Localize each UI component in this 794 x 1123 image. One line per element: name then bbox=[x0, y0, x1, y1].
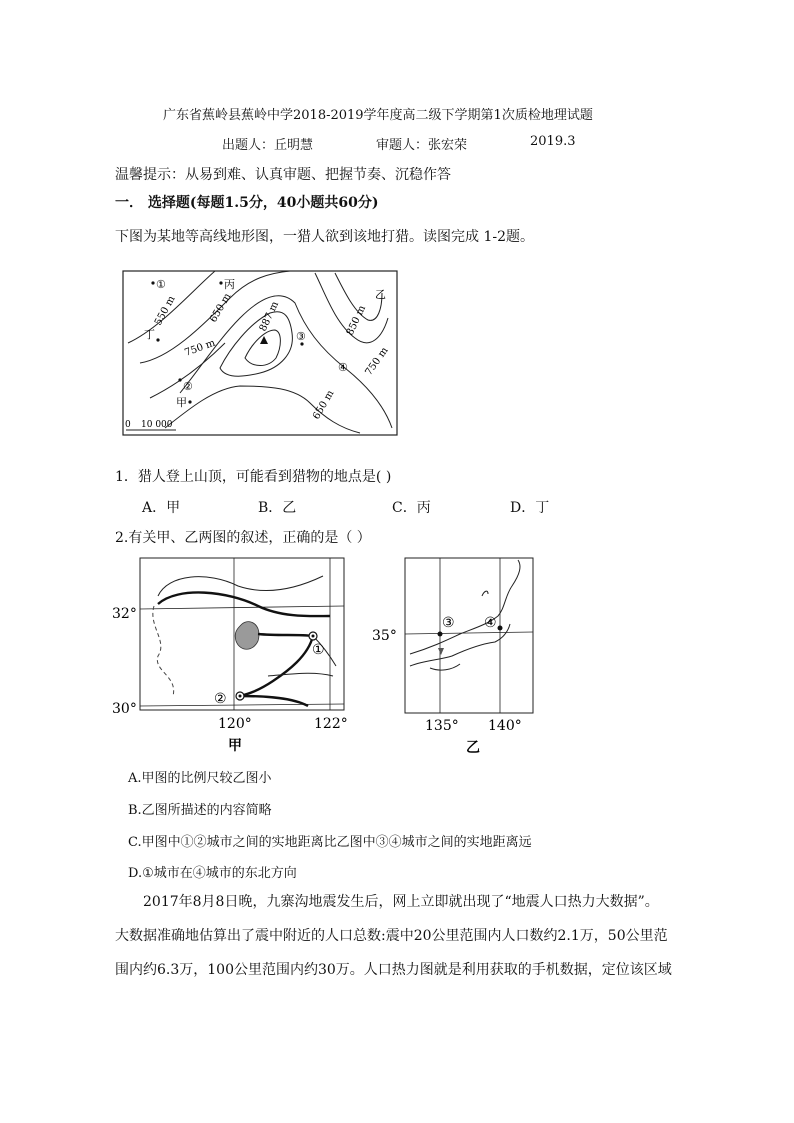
q2-option-a: A.甲图的比例尺较乙图小 bbox=[128, 771, 272, 786]
map-label: 丁 bbox=[144, 328, 155, 341]
map-caption: 甲 bbox=[228, 738, 242, 754]
contour-label: 887 m bbox=[257, 299, 282, 334]
q1-option-c: C．丙 bbox=[392, 500, 431, 516]
passage-line: 围内约6.3万，100公里范围内约30万。人口热力图就是利用获取的手机数据，定位该区域 bbox=[115, 962, 672, 978]
point-dot bbox=[156, 338, 159, 341]
map-caption: 乙 bbox=[466, 740, 480, 756]
point-dot bbox=[219, 281, 222, 284]
scale-label: 0 bbox=[125, 420, 131, 430]
q1-stem: 1．猎人登上山顶，可能看到猎物的地点是( ) bbox=[115, 469, 392, 485]
setter-label: 出题人：丘明慧 bbox=[222, 138, 314, 153]
contour-label: 650 m bbox=[311, 388, 337, 422]
section-intro: 下图为某地等高线地形图，一猎人欲到该地打猎。读图完成 1-2题。 bbox=[115, 229, 534, 245]
contour-label: 850 m bbox=[344, 303, 369, 338]
contour-label: 650 m bbox=[208, 291, 234, 325]
exam-title: 广东省蕉岭县蕉岭中学2018-2019学年度高二级下学期第1次质检地理试题 bbox=[163, 108, 593, 123]
q2-option-b: B.乙图所描述的内容简略 bbox=[128, 803, 272, 818]
q1-option-b: B．乙 bbox=[258, 500, 297, 516]
lon-label: 120° bbox=[218, 716, 252, 732]
q2-option-c: C.甲图中①②城市之间的实地距离比乙图中③④城市之间的实地距离远 bbox=[128, 835, 532, 850]
exam-date: 2019.3 bbox=[530, 134, 576, 149]
q2-option-d: D.①城市在④城市的东北方向 bbox=[128, 866, 297, 881]
lon-label: 135° bbox=[425, 718, 459, 734]
map-label: ② bbox=[183, 380, 193, 393]
reviewer-label: 审题人：张宏荣 bbox=[376, 138, 468, 153]
lat-label: 32° bbox=[112, 606, 137, 622]
map-label: 乙 bbox=[375, 288, 386, 301]
passage-line: 大数据准确地估算出了震中附近的人口总数:震中20公里范围内人口数约2.1万，50公里范 bbox=[115, 928, 668, 944]
map-marker-label: ② bbox=[214, 691, 227, 707]
point-dot bbox=[151, 281, 154, 284]
lon-label: 140° bbox=[488, 718, 522, 734]
map-label: ① bbox=[156, 278, 166, 291]
map-marker-label: ④ bbox=[484, 615, 497, 631]
map-yi-figure bbox=[370, 556, 540, 756]
q1-option-a: A．甲 bbox=[142, 500, 181, 516]
city-marker-dot bbox=[239, 695, 242, 698]
section-heading: 一． 选择题(每题1.5分，40小题共60分) bbox=[115, 195, 379, 211]
q2-stem: 2.有关甲、乙两图的叙述，正确的是（ ） bbox=[115, 530, 371, 546]
city-marker bbox=[498, 626, 503, 631]
passage-line: 2017年8月8日晚，九寨沟地震发生后，网上立即就出现了“地震人口热力大数据”。 bbox=[143, 894, 659, 910]
map-jia-figure bbox=[108, 556, 354, 756]
map-marker-label: ① bbox=[312, 642, 325, 658]
tip-text: 温馨提示：从易到难、认真审题、把握节奏、沉稳作答 bbox=[115, 167, 451, 183]
map-label: ③ bbox=[296, 330, 306, 343]
map-yi-frame bbox=[405, 558, 533, 713]
scale-label: 10 000 bbox=[141, 420, 173, 430]
contour-label: 750 m bbox=[363, 345, 391, 378]
contour-map-figure bbox=[120, 268, 400, 438]
point-dot bbox=[188, 400, 191, 403]
contour-label: 750 m bbox=[183, 337, 217, 359]
map-label: ④ bbox=[338, 361, 348, 374]
contour-map-frame bbox=[123, 271, 397, 435]
lat-label: 30° bbox=[112, 701, 137, 717]
lat-label: 35° bbox=[372, 628, 397, 644]
city-marker-dot bbox=[312, 635, 315, 638]
contour-label: 550 m bbox=[152, 294, 178, 328]
point-dot bbox=[178, 378, 181, 381]
q1-option-d: D．丁 bbox=[510, 500, 550, 516]
map-label: 甲 bbox=[176, 396, 187, 409]
lon-label: 122° bbox=[314, 716, 348, 732]
map-marker-label: ③ bbox=[442, 615, 455, 631]
city-marker bbox=[438, 632, 443, 637]
map-label: 丙 bbox=[224, 278, 235, 291]
